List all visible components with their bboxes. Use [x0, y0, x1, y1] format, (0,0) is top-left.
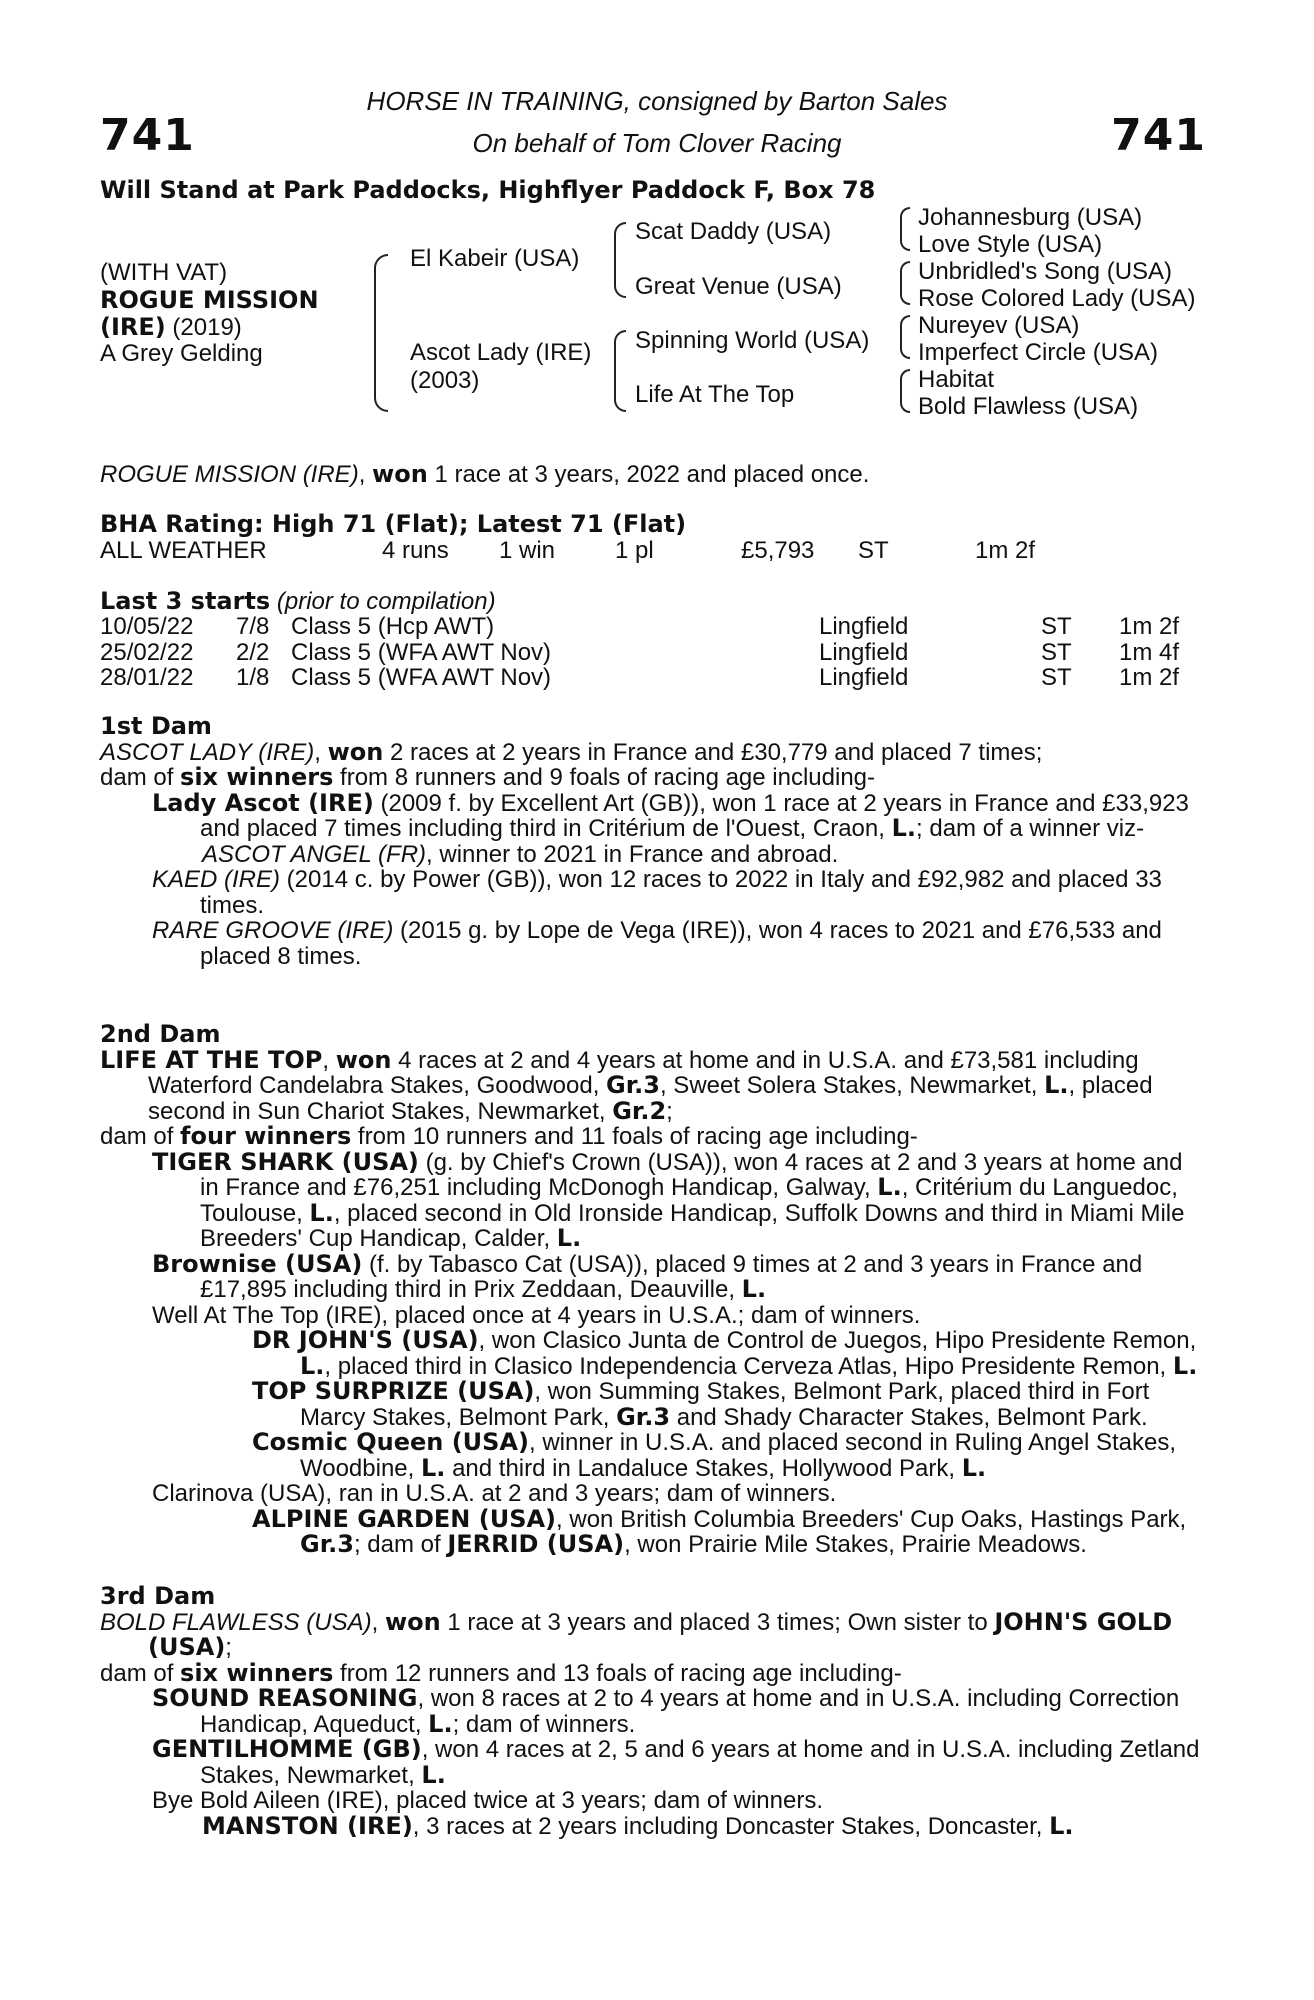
sire-sire: Scat Daddy (USA)	[635, 218, 832, 245]
produce-text: (g. by Chief's Crown (USA)), won 4 races at 2 and 3 years at home and in France and £76,251 including McDonogh Handicap, Galway,	[200, 1148, 1183, 1201]
produce-name: ASCOT ANGEL (FR)	[202, 840, 427, 868]
produce-text: , won Prairie Mile Stakes, Prairie Meadows.	[624, 1531, 1087, 1558]
produce-name: TOP SURPRIZE (USA)	[252, 1377, 535, 1405]
produce-text: from 8 runners and 9 foals of racing age including-	[333, 764, 876, 791]
listed-mark: L.	[741, 1275, 767, 1303]
sister-name: JOHN'S GOLD (USA)	[148, 1607, 1173, 1661]
rating-distance: 1m 2f	[975, 537, 1036, 564]
produce-entry	[100, 1686, 1206, 1737]
produce-name: SOUND REASONING	[152, 1684, 418, 1712]
listed-mark: L.	[1044, 1071, 1069, 1099]
horse-year: (2019)	[172, 314, 242, 341]
third-dam-produce	[100, 1658, 1206, 1687]
produce-name: JERRID (USA)	[447, 1530, 625, 1558]
dam-name: LIFE AT THE TOP	[100, 1045, 323, 1074]
ds-sire: Nureyev (USA)	[918, 312, 1080, 339]
second-dam-heading: 2nd Dam	[100, 1020, 221, 1048]
start-going: ST	[1041, 613, 1072, 640]
produce-name: RARE GROOVE (IRE)	[152, 917, 394, 944]
summary-horse: ROGUE MISSION (IRE)	[100, 461, 359, 488]
start-going: ST	[1041, 664, 1072, 691]
produce-name: DR JOHN'S (USA)	[252, 1326, 479, 1354]
start-race: Class 5 (Hcp AWT)	[291, 613, 495, 640]
pedigree-brace-main	[374, 254, 388, 412]
listed-mark: L.	[1049, 1811, 1074, 1840]
dam-record-text: , placed second in Sun Chariot Stakes, Newmarket,	[148, 1072, 1153, 1125]
dam-name: ASCOT LADY (IRE)	[100, 738, 315, 766]
start-position: 2/2	[236, 639, 270, 666]
listed-mark: L.	[556, 1224, 582, 1252]
produce-name: GENTILHOMME (GB)	[152, 1735, 422, 1763]
pedigree-brace-dam	[614, 330, 626, 412]
produce-entry: Clarinova (USA), ran in U.S.A. at 2 and 3 years; dam of winners.	[152, 1480, 837, 1507]
produce-name: TIGER SHARK (USA)	[152, 1147, 419, 1176]
produce-entry	[100, 842, 1206, 868]
produce-text: , won Summing Stakes, Belmont Park, placed third in Fort Marcy Stakes, Belmont Park,	[300, 1378, 1150, 1431]
produce-text: , winner in U.S.A. and placed second in Ruling Angel Stakes, Woodbine,	[300, 1429, 1177, 1482]
produce-name: Cosmic Queen (USA)	[252, 1428, 529, 1456]
produce-text: and third in Landaluce Stakes, Hollywood Park,	[445, 1454, 962, 1482]
sire-dam: Great Venue (USA)	[635, 273, 842, 300]
start-race: Class 5 (WFA AWT Nov)	[291, 664, 552, 691]
race-summary: ROGUE MISSION (IRE), won 1 race at 3 years, 2022 and placed once.	[100, 460, 870, 488]
group-mark: Gr.2	[612, 1096, 667, 1125]
listed-mark: L.	[421, 1760, 446, 1789]
sire: El Kabeir (USA)	[410, 245, 580, 272]
produce-text: , winner to 2021 in France and abroad.	[426, 840, 839, 868]
rating-wins: 1 win	[499, 537, 556, 564]
third-dam-section	[100, 1584, 1206, 1839]
produce-name: KAED (IRE)	[152, 866, 281, 893]
sd-dam: Rose Colored Lady (USA)	[918, 285, 1196, 312]
produce-name: Lady Ascot (IRE)	[152, 788, 374, 817]
produce-text: ; dam of	[353, 1531, 448, 1558]
group-mark: Gr.3	[616, 1402, 671, 1431]
listed-mark: L.	[961, 1453, 987, 1482]
won-label: won	[384, 1607, 441, 1636]
start-distance: 1m 2f	[1119, 613, 1180, 640]
dam-sire: Spinning World (USA)	[635, 327, 870, 354]
produce-entry: Well At The Top (IRE), placed once at 4 years in U.S.A.; dam of winners.	[152, 1301, 921, 1329]
produce-text: from 12 runners and 13 foals of racing age including-	[333, 1659, 902, 1687]
dam-record-text: 2 races at 2 years in France and £30,779 and placed 7 times;	[383, 738, 1043, 766]
start-race: Class 5 (WFA AWT Nov)	[291, 639, 552, 666]
stand-location: Will Stand at Park Paddocks, Highflyer Paddock F, Box 78	[100, 176, 876, 204]
start-position: 7/8	[236, 613, 270, 640]
start-position: 1/8	[236, 664, 270, 691]
third-dam-record: BOLD FLAWLESS (USA), won 1 race at 3 years and placed 3 times; Own sister to JOHN'S GOLD (USA);	[100, 1607, 1173, 1661]
dam-record-text: 4 races at 2 and 4 years at home and in U.S.A. and £73,581 including Waterford Candelabra Stakes, Goodwood,	[148, 1046, 1139, 1099]
produce-entry	[100, 1249, 1206, 1303]
horse-description: A Grey Gelding	[100, 340, 263, 367]
pedigree-brace-sd	[900, 261, 910, 305]
first-dam-produce	[100, 765, 1206, 791]
listed-mark: L.	[1172, 1351, 1198, 1380]
last-starts-heading	[100, 587, 496, 616]
produce-entry	[100, 1430, 1206, 1481]
horse-origin: (IRE)	[100, 313, 166, 341]
summary-won: won	[372, 460, 428, 488]
start-course: Lingfield	[819, 613, 909, 640]
produce-name: Brownise (USA)	[152, 1249, 363, 1278]
produce-text: (2015 g. by Lope de Vega (IRE)), won 4 races to 2021 and £76,533 and placed 8 times.	[200, 917, 1162, 970]
group-mark: Gr.3	[606, 1071, 660, 1099]
start-course: Lingfield	[819, 639, 909, 666]
produce-prefix: dam of	[100, 764, 181, 791]
lot-number-right: 741	[1111, 110, 1206, 161]
produce-entry	[100, 918, 1206, 969]
produce-text: ; dam of a winner viz-	[916, 815, 1145, 842]
ss-sire: Johannesburg (USA)	[918, 204, 1143, 231]
dam-dam: Life At The Top	[635, 381, 795, 408]
rating-surface: ALL WEATHER	[100, 537, 267, 564]
start-distance: 1m 4f	[1119, 639, 1180, 666]
behalf-line: On behalf of Tom Clover Racing	[472, 128, 842, 158]
produce-text: (2009 f. by Excellent Art (GB)), won 1 race at 2 years in France and £33,923 and placed 7 times including third in Critérium de l'Ouest, Craon,	[200, 789, 1189, 842]
produce-name: ALPINE GARDEN (USA)	[252, 1504, 557, 1533]
won-label: won	[335, 1045, 392, 1074]
sd-sire: Unbridled's Song (USA)	[918, 258, 1173, 285]
dam-year: (2003)	[410, 367, 480, 394]
second-dam-section	[100, 1022, 1206, 1558]
winner-count: six winners	[180, 763, 334, 791]
produce-entry	[100, 788, 1206, 842]
dd-sire: Habitat	[918, 366, 995, 393]
rating-prize: £5,793	[741, 537, 815, 564]
second-dam-produce	[100, 1124, 1206, 1150]
start-going: ST	[1041, 639, 1072, 666]
listed-mark: L.	[891, 814, 917, 842]
produce-text: (f. by Tabasco Cat (USA)), placed 9 times at 2 and 3 years in France and £17,895 including third in Prix Zeddaan, Deauville,	[200, 1250, 1143, 1303]
produce-text: , won Clasico Junta de Control de Juegos, Hipo Presidente Remon,	[478, 1327, 1197, 1354]
second-dam-record: LIFE AT THE TOP, won 4 races at 2 and 4 years at home and in U.S.A. and £73,581 including Waterford Candelabra Stakes, Goodwood, Gr.3, Sweet Solera Stakes, Newmarket, L., placed second in Sun Chariot Stakes, Newmarket, Gr.2;	[100, 1045, 1153, 1125]
bha-rating: BHA Rating: High 71 (Flat); Latest 71 (Flat)	[100, 510, 687, 538]
last-starts-note: (prior to compilation)	[276, 588, 496, 615]
dam-name: BOLD FLAWLESS (USA)	[100, 1608, 372, 1636]
winner-count: six winners	[180, 1658, 334, 1687]
first-dam-heading: 1st Dam	[100, 712, 212, 740]
last-starts-title: Last 3 starts	[100, 587, 271, 615]
pedigree-brace-ds	[900, 315, 910, 359]
produce-entry	[100, 867, 1206, 918]
summary-rest: 1 race at 3 years, 2022 and placed once.	[427, 461, 870, 488]
first-dam-section	[100, 714, 1206, 969]
dam-record-text: , Sweet Solera Stakes, Newmarket,	[659, 1072, 1045, 1099]
produce-text: , won 4 races at 2, 5 and 6 years at home and in U.S.A. including Zetland Stakes, Newmarket,	[200, 1736, 1200, 1789]
winner-count: four winners	[180, 1122, 352, 1150]
start-distance: 1m 2f	[1119, 664, 1180, 691]
produce-text: , Critérium du Languedoc, Toulouse,	[200, 1174, 1178, 1227]
rating-runs: 4 runs	[382, 537, 449, 564]
produce-text: , 3 races at 2 years including Doncaster Stakes, Doncaster,	[412, 1812, 1050, 1840]
produce-entry	[100, 1328, 1206, 1379]
listed-mark: L.	[428, 1709, 453, 1738]
ss-dam: Love Style (USA)	[918, 231, 1103, 258]
produce-text: and Shady Character Stakes, Belmont Park.	[670, 1403, 1148, 1431]
produce-text: , placed second in Old Ironside Handicap, Suffolk Downs and third in Miami Mile Breeders' Cup Handicap, Calder,	[200, 1199, 1185, 1252]
produce-entry	[100, 1737, 1206, 1788]
produce-entry	[100, 1379, 1206, 1430]
produce-text: , won 8 races at 2 to 4 years at home and in U.S.A. including Correction Handicap, Aqueduct,	[200, 1685, 1180, 1738]
horse-name: ROGUE MISSION	[100, 286, 319, 314]
listed-mark: L.	[309, 1198, 334, 1227]
listed-mark: L.	[420, 1453, 446, 1482]
start-date: 25/02/22	[100, 639, 194, 666]
pedigree-brace-sire	[614, 222, 626, 298]
produce-text: ; dam of winners.	[452, 1710, 636, 1738]
lot-number-left: 741	[100, 110, 195, 161]
group-mark: Gr.3	[300, 1530, 354, 1558]
listed-mark: L.	[877, 1173, 902, 1201]
produce-text: (2014 c. by Power (GB)), won 12 races to 2022 in Italy and £92,982 and placed 33 times.	[200, 866, 1162, 919]
consignor-line: HORSE IN TRAINING, consigned by Barton Sales	[366, 86, 948, 116]
pedigree-brace-dd	[900, 369, 910, 413]
rating-going: ST	[858, 537, 889, 564]
start-date: 28/01/22	[100, 664, 194, 691]
produce-entry: Bye Bold Aileen (IRE), placed twice at 3 years; dam of winners.	[152, 1787, 823, 1814]
dam-record-text: ;	[666, 1097, 673, 1125]
listed-mark: L.	[300, 1351, 325, 1380]
first-dam-record: ASCOT LADY (IRE), won 2 races at 2 years in France and £30,779 and placed 7 times;	[100, 737, 1043, 766]
dam-record-text: 1 race at 3 years and placed 3 times; Own sister to	[440, 1608, 995, 1636]
produce-entry	[100, 1504, 1206, 1558]
produce-entry	[100, 1811, 1206, 1840]
produce-name: MANSTON (IRE)	[202, 1811, 413, 1840]
won-label: won	[327, 737, 384, 766]
produce-entry	[100, 1147, 1206, 1252]
start-date: 10/05/22	[100, 613, 194, 640]
dam: Ascot Lady (IRE)	[410, 339, 592, 366]
pedigree-brace-ss	[900, 207, 910, 251]
vat-note: (WITH VAT)	[100, 259, 228, 286]
dam-record-text: ;	[225, 1634, 232, 1661]
start-course: Lingfield	[819, 664, 909, 691]
dd-dam: Bold Flawless (USA)	[918, 393, 1139, 420]
produce-text: , won British Columbia Breeders' Cup Oaks, Hastings Park,	[556, 1505, 1187, 1533]
produce-text: from 10 runners and 11 foals of racing age including-	[351, 1123, 918, 1150]
ds-dam: Imperfect Circle (USA)	[918, 339, 1159, 366]
horse-origin-year	[100, 313, 242, 342]
third-dam-heading: 3rd Dam	[100, 1582, 216, 1610]
produce-prefix: dam of	[100, 1659, 181, 1687]
rating-placed: 1 pl	[615, 537, 654, 564]
produce-prefix: dam of	[100, 1123, 181, 1150]
produce-text: , placed third in Clasico Independencia Cerveza Atlas, Hipo Presidente Remon,	[324, 1352, 1173, 1380]
